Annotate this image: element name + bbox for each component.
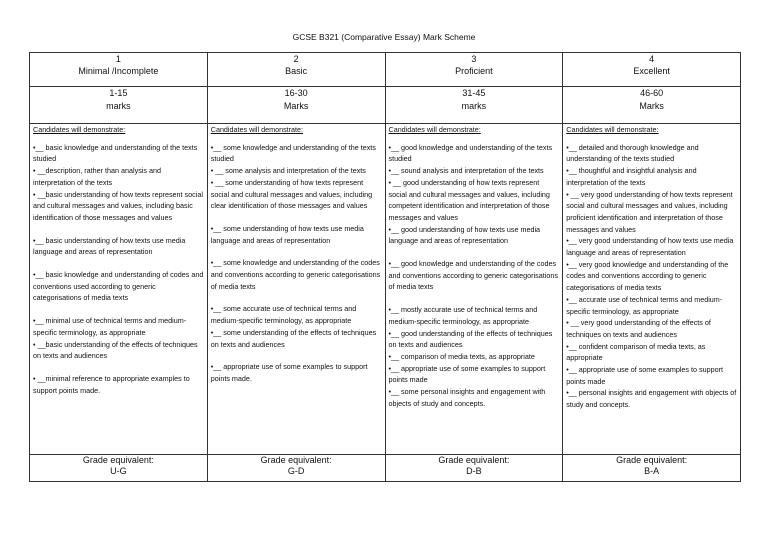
level-label: Proficient (455, 66, 493, 76)
grade-value: U-G (110, 466, 127, 476)
criterion-item: •__ good understanding of how texts use media language and areas of representation (388, 224, 541, 246)
criterion-item: •__ some knowledge and understanding of the texts studied (210, 142, 376, 164)
marks-cell-3 (385, 87, 563, 124)
grade-cell-4 (563, 455, 741, 482)
mark-range: 1-15 (109, 88, 128, 98)
criterion-item: •__ some accurate use of technical terms and medium-specific terminology, as appropriate (210, 304, 357, 326)
grade-cell-3 (385, 455, 563, 482)
grade-value: B-A (644, 466, 660, 476)
level-header-3 (385, 53, 563, 87)
mark-range: 16-30 (284, 88, 308, 98)
criterion-item: •__ comparison of media texts, as appropriate (388, 351, 535, 361)
mark-range: 46-60 (640, 88, 664, 98)
level-label: Minimal /Incomplete (78, 66, 159, 76)
criterion-item: • __ some understanding of how texts represent social and cultural messages and values, including clear identification of those messages and values (210, 177, 373, 211)
document-title: GCSE B321 (Comparative Essay) Mark Scheme (292, 32, 476, 42)
criterion-item: • __ very good understanding of how texts represent social and cultural messages and values, including proficient identification and interpretation of those messages and values (566, 189, 733, 234)
criterion-item: •__ very good understanding of how texts use media language and areas of representation (566, 236, 734, 258)
criterion-item: • __basic understanding of the effects of techniques on texts and audiences (33, 339, 198, 361)
demonstrate-heading: Candidates will demonstrate: (566, 125, 659, 134)
criterion-item: • __basic understanding of how texts represent social and cultural messages and values, including basic identification of those messages and values (33, 189, 203, 222)
criteria-cell-2 (207, 124, 385, 455)
criterion-item: • __minimal reference to appropriate examples to support points made. (33, 373, 190, 395)
criterion-item: •__ some knowledge and understanding of the codes and conventions according to generic categorisations of media texts (210, 258, 381, 291)
grade-label: Grade equivalent: (82, 455, 154, 465)
level-header-1 (30, 53, 208, 87)
paragraph-gap (211, 212, 382, 223)
criterion-item: •__ thoughtful and insightful analysis and interpretation of the texts (566, 166, 697, 187)
level-number: 2 (293, 54, 299, 64)
mark-unit: Marks (283, 101, 309, 111)
criterion-item: •__ very good knowledge and understanding of the codes and conventions according to generic categorisations of media texts (566, 259, 729, 293)
grade-label: Grade equivalent: (438, 455, 510, 465)
paragraph-gap (33, 304, 204, 315)
mark-unit: marks (106, 101, 131, 111)
criterion-item: •__ basic knowledge and understanding of codes and conventions used according to generic categorisations of media texts (33, 270, 204, 303)
mark-unit: Marks (639, 101, 664, 111)
mark-scheme-table (29, 52, 741, 482)
paragraph-gap (389, 247, 560, 258)
criterion-item: •__ sound analysis and interpretation of the texts (388, 166, 544, 176)
criterion-item: • __description, rather than analysis and interpretation of the texts (33, 166, 161, 187)
grade-cell-1 (30, 455, 208, 482)
criterion-item: •__ appropriate use of some examples to support points made (566, 365, 723, 386)
level-label: Excellent (633, 66, 670, 76)
grade-value: D-B (466, 466, 482, 476)
criterion-item: •__ some understanding of the effects of techniques on texts and audiences (210, 327, 377, 349)
criterion-item: •__ personal insights and engagement with objects of study and concepts. (566, 388, 737, 410)
level-number: 1 (115, 54, 121, 64)
criterion-item: •__ basic knowledge and understanding of the texts studied (33, 142, 198, 164)
criterion-item: •__ appropriate use of some examples to support points made (388, 363, 546, 385)
level-number: 4 (649, 54, 655, 64)
criterion-item: •__ minimal use of technical terms and medium-specific terminology, as appropriate (33, 316, 187, 337)
paragraph-gap (211, 292, 382, 303)
criterion-item: •__ appropriate use of some examples to support points made. (210, 362, 368, 383)
paragraph-gap (33, 258, 204, 269)
grade-value: G-D (287, 466, 305, 476)
paragraph-gap (33, 362, 204, 373)
criterion-item: •__ basic understanding of how texts use media language and areas of representation (33, 235, 186, 257)
demonstrate-heading: Candidates will demonstrate: (210, 125, 304, 134)
criteria-cell-4 (563, 124, 741, 455)
marks-cell-1 (30, 87, 208, 124)
level-header-4 (563, 53, 741, 87)
marks-row (30, 87, 741, 124)
criteria-cell-3 (385, 124, 563, 455)
criterion-item: • __ very good understanding of the effects of techniques on texts and audiences (566, 318, 711, 339)
grade-label: Grade equivalent: (260, 455, 332, 465)
level-header-2 (207, 53, 385, 87)
criterion-item: •__ good understanding of the effects of techniques on texts and audiences (388, 328, 553, 350)
criterion-item: •__ mostly accurate use of technical terms and medium-specific terminology, as appropriate (388, 305, 538, 326)
level-header-row (30, 53, 741, 87)
paragraph-gap (211, 350, 382, 361)
grade-cell-2 (207, 455, 385, 482)
criterion-item: •__ good knowledge and understanding of the codes and conventions according to generic categorisations of media texts (388, 259, 558, 292)
criterion-item: •__ detailed and thorough knowledge and understanding of the texts studied (566, 142, 699, 164)
paragraph-gap (33, 224, 204, 235)
demonstrate-heading: Candidates will demonstrate: (388, 125, 481, 134)
criterion-item: •__ some understanding of how texts use media language and areas of representation (210, 223, 364, 245)
marks-cell-2 (207, 87, 385, 124)
criterion-item: •__ accurate use of technical terms and medium-specific terminology, as appropriate (566, 294, 723, 316)
level-label: Basic (285, 66, 308, 76)
demonstrate-heading: Candidates will demonstrate: (33, 125, 126, 134)
paragraph-gap (211, 246, 382, 257)
criteria-cell-1 (30, 124, 208, 455)
criterion-item: • __ good understanding of how texts represent social and cultural messages and values, including competent identification and interpretation of those messages and values (388, 177, 550, 222)
criterion-item: •__ some personal insights and engagement with objects of study and concepts. (388, 387, 546, 408)
criterion-item: •__ good knowledge and understanding of the texts studied (388, 142, 553, 164)
paragraph-gap (389, 293, 560, 304)
level-number: 3 (471, 54, 477, 64)
criteria-row (30, 124, 741, 455)
mark-unit: marks (461, 101, 487, 111)
grade-label: Grade equivalent: (616, 455, 688, 465)
criterion-item: •__ confident comparison of media texts, as appropriate (566, 341, 706, 363)
criterion-item: • __ some analysis and interpretation of the texts (210, 166, 366, 176)
mark-range: 31-45 (462, 88, 486, 98)
marks-cell-4 (563, 87, 741, 124)
grade-row (30, 455, 741, 482)
